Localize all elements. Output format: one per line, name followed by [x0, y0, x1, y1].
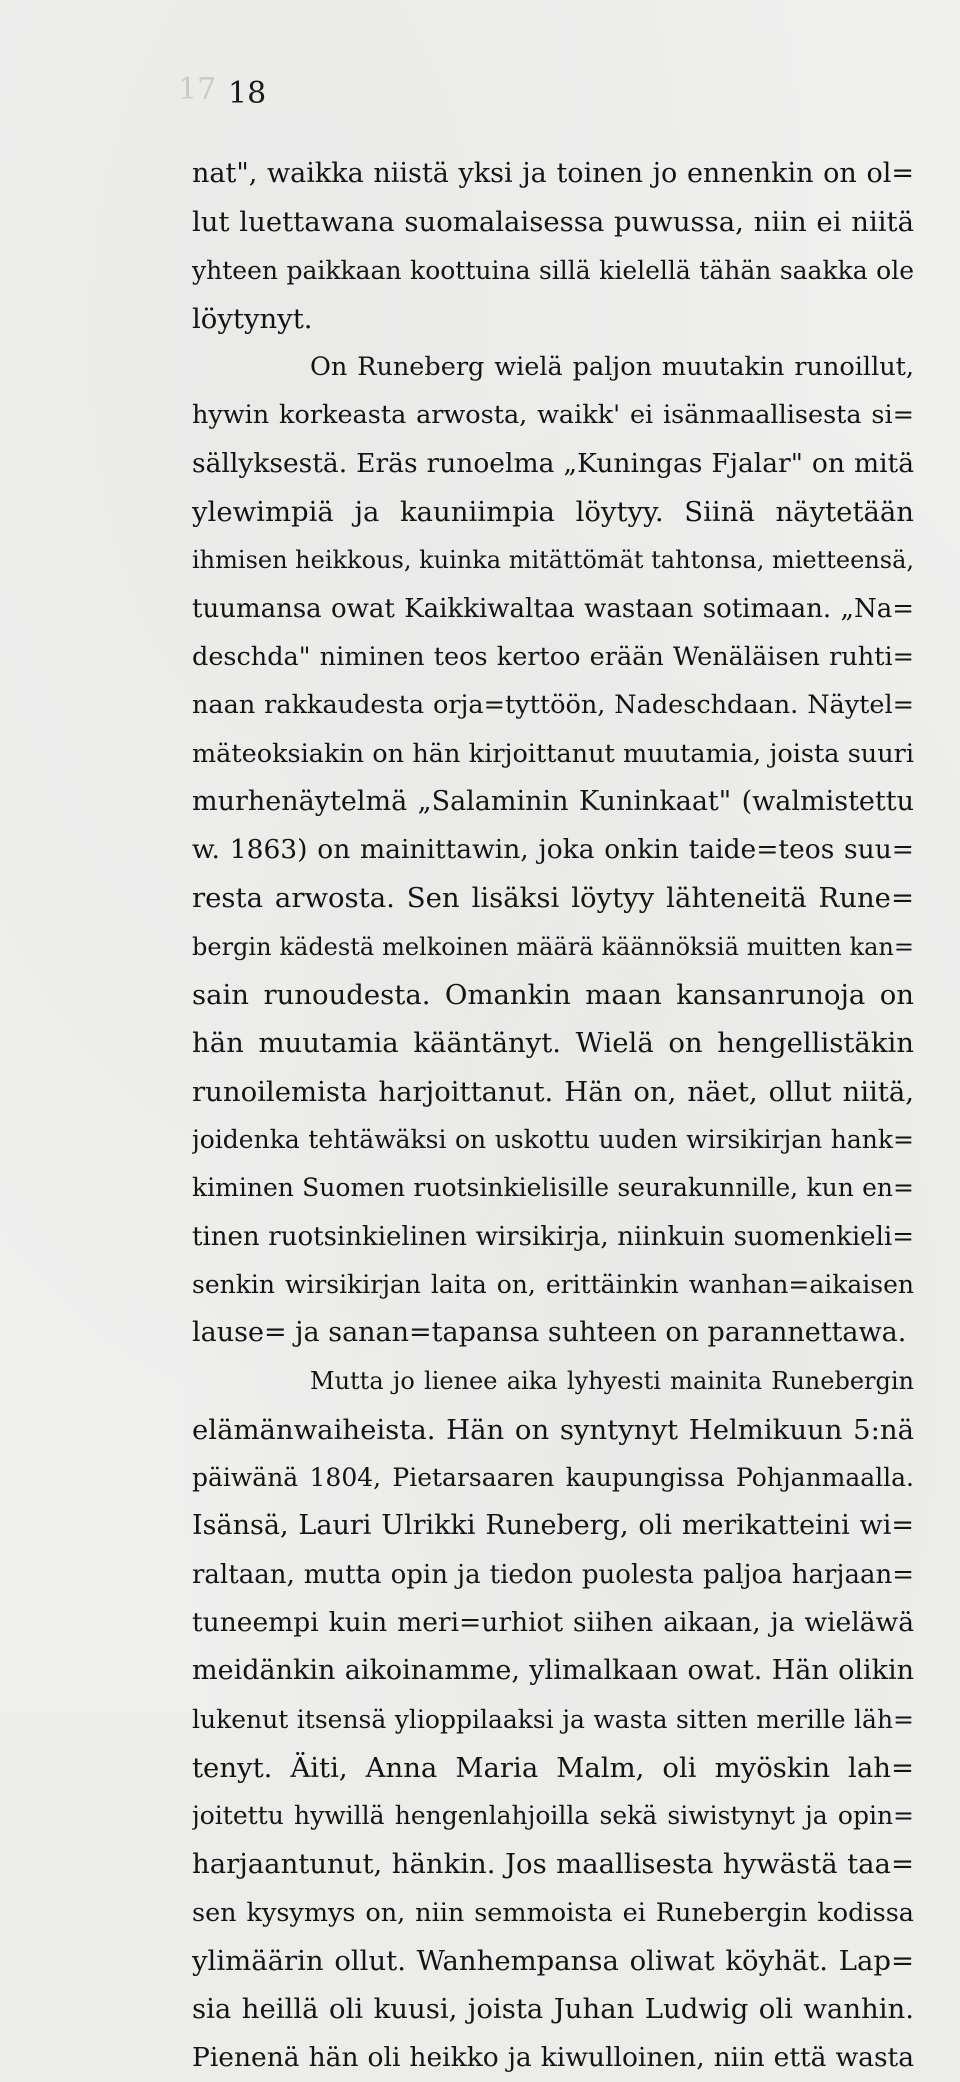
text-line: tuneempi kuin meri=urhiot siihen aikaan, ja wieläwä	[192, 1606, 914, 1638]
text-line: elämänwaiheista. Hän on syntynyt Helmikuun 5:nä	[192, 1413, 914, 1446]
text-line: runoilemista harjoittanut. Hän on, näet, ollut niitä,	[192, 1075, 914, 1108]
text-line: sen kysymys on, niin semmoista ei Runebergin kodissa	[192, 1897, 914, 1928]
text-line: kiminen Suomen ruotsinkielisille seurakunnille, kun en=	[192, 1173, 914, 1203]
text-line: raltaan, mutta opin ja tiedon puolesta paljoa harjaan=	[192, 1559, 914, 1590]
text-line: joitettu hywillä hengenlahjoilla sekä siwistynyt ja opin=	[192, 1801, 914, 1831]
text-line: naan rakkaudesta orja=tyttöön, Nadeschdaan. Näytel=	[192, 690, 914, 721]
text-line: lause= ja sanan=tapansa suhteen on parannettawa.	[192, 1317, 907, 1349]
text-line: murhenäytelmä „Salaminin Kuninkaat" (walmistettu	[192, 785, 914, 817]
text-line: mäteoksiakin on hän kirjoittanut muutamia, joista suuri	[192, 738, 914, 769]
text-line: Mutta jo lienee aika lyhyesti mainita Runebergin	[310, 1367, 914, 1396]
text-line: meidänkin aikoinamme, ylimalkaan owat. Hän olikin	[192, 1655, 914, 1687]
text-line: w. 1863) on mainittawin, joka onkin taide=teos suu=	[192, 834, 914, 866]
text-line: yhteen paikkaan koottuina sillä kielellä tähän saakka ole	[192, 255, 914, 285]
page-number: 18	[228, 76, 267, 111]
text-line: tenyt. Äiti, Anna Maria Malm, oli myöskin lah=	[192, 1751, 914, 1784]
text-line: resta arwosta. Sen lisäksi löytyy lähteneitä Rune=	[192, 882, 914, 915]
text-line: lukenut itsensä ylioppilaaksi ja wasta sitten merille läh=	[192, 1704, 914, 1734]
text-line: On Runeberg wielä paljon muutakin runoillut,	[310, 352, 914, 383]
text-line: bergin kädestä melkoinen määrä käännöksiä muitten kan=	[192, 932, 914, 961]
faint-page-number: 17	[178, 72, 217, 107]
text-line: senkin wirsikirjan laita on, erittäinkin wanhan=aikaisen	[192, 1269, 914, 1299]
text-line: hywin korkeasta arwosta, waikk' ei isänmaallisesta si=	[192, 400, 914, 431]
text-line: Isänsä, Lauri Ulrikki Runeberg, oli merikatteini wi=	[192, 1510, 914, 1542]
text-line: lut luettawana suomalaisessa puwussa, niin ei niitä	[192, 206, 914, 239]
text-line: deschda" niminen teos kertoo erään Wenäläisen ruhti=	[192, 641, 914, 672]
text-line: tuumansa owat Kaikkiwaltaa wastaan sotimaan. „Na=	[192, 593, 914, 624]
text-line: joidenka tehtäwäksi on uskottu uuden wirsikirjan hank=	[192, 1124, 914, 1154]
text-line: sällyksestä. Eräs runoelma „Kuningas Fjalar" on mitä	[192, 447, 914, 479]
text-line: sia heillä oli kuusi, joista Juhan Ludwig oli wanhin.	[192, 1993, 914, 2026]
text-line: ihmisen heikkous, kuinka mitättömät tahtonsa, mietteensä,	[192, 546, 914, 575]
text-line: Pienenä hän oli heikko ja kiwulloinen, niin että wasta	[192, 2041, 914, 2073]
body-text	[192, 150, 914, 2082]
text-line: harjaantunut, hänkin. Jos maallisesta hywästä taa=	[192, 1848, 914, 1881]
text-line: sain runoudesta. Omankin maan kansanrunoja on	[192, 979, 914, 1012]
text-line: ylewimpiä ja kauniimpia löytyy. Siinä näytetään	[192, 496, 914, 529]
text-line: ylimäärin ollut. Wanhempansa oliwat köyhät. Lap=	[192, 1944, 914, 1977]
text-line: hän muutamia kääntänyt. Wielä on hengellistäkin	[192, 1027, 914, 1060]
text-line: löytynyt.	[192, 302, 313, 335]
text-line: nat", waikka niistä yksi ja toinen jo ennenkin on ol=	[192, 158, 914, 189]
text-line: tinen ruotsinkielinen wirsikirja, niinkuin suomenkieli=	[192, 1221, 914, 1252]
text-line: päiwänä 1804, Pietarsaaren kaupungissa Pohjanmaalla.	[192, 1463, 914, 1493]
